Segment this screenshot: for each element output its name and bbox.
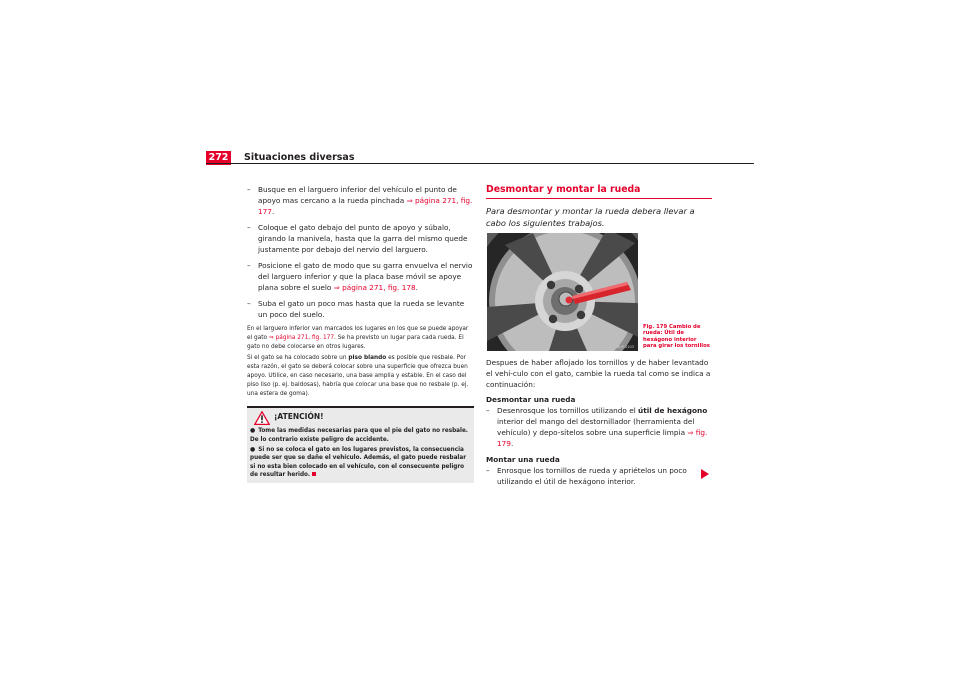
right-column <box>486 184 712 492</box>
continue-arrow-icon <box>700 469 710 479</box>
wheel-illustration <box>487 233 638 351</box>
subheading-remove: Desmontar una rueda <box>486 395 576 404</box>
figure-block <box>486 233 712 351</box>
warning-box <box>247 406 474 483</box>
remove-step: – Desenrosque los tornillos utilizando el útil de hexágono interior del mango del destornillador (herramienta del vehículo) y depo-sítelos sobre una superficie limpia ⇒ fig. 179. <box>486 406 708 448</box>
header-title: Situaciones diversas <box>244 152 355 163</box>
section-intro: Para desmontar y montar la rueda debera llevar a cabo los siguientes trabajos. <box>486 206 695 228</box>
body-paragraph: Despues de haber aflojado los tornillos y de haber levantado el vehí-culo con el gato, cambie la rueda tal como se indica a continuación: <box>486 358 711 389</box>
subheading-mount: Montar una rueda <box>486 455 560 464</box>
page-link[interactable]: ⇒ página 271, fig. 177 <box>258 196 473 216</box>
wheel-figure <box>487 233 638 351</box>
end-square-icon <box>312 472 316 476</box>
step-3: – Posicione el gato de modo que su garra envuelva el nervio del larguero inferior y que la placa base móvil se apoye plana sobre el suelo ⇒ página 271, fig. 178. <box>247 261 473 292</box>
warning-title: ¡ATENCIÓN! <box>274 412 324 422</box>
step-4: – Suba el gato un poco mas hasta que la rueda se levante un poco del suelo. <box>247 299 465 319</box>
warning-item: ● Tome las medidas necesarias para que el pie del gato no resbale. De lo contrario existe peligro de accidente. <box>250 427 468 443</box>
section-rule <box>486 198 712 199</box>
note-soft-ground: Si el gato se ha colocado sobre un piso blando es posible que resbale. Por esta razón, el gato se deberá colocar sobre una superficie que ofrezca buen apoyo. Utilice, en caso necesario, una base amplia y estable. En el caso del piso liso (p. ej. baldosas), habría que colocar una base que no resbale (p. ej. una estera de goma). <box>247 355 469 397</box>
header-rule <box>206 163 754 164</box>
figure-link[interactable]: ⇒ fig. 179 <box>497 428 708 448</box>
page-link[interactable]: ⇒ página 271, fig. 178 <box>333 283 416 292</box>
page-number: 272 <box>206 151 231 165</box>
figure-code: B5P-0103 <box>617 345 634 349</box>
step-2: – Coloque el gato debajo del punto de apoyo y súbalo, girando la manivela, hasta que la garra del mismo quede justamente por debajo del nervio del larguero. <box>247 223 468 254</box>
page-link[interactable]: ⇒ página 271, fig. 177 <box>268 334 335 341</box>
section-title: Desmontar y montar la rueda <box>486 184 641 195</box>
warning-triangle-icon <box>254 411 270 425</box>
mount-step: – Enrosque los tornillos de rueda y apriételos un poco utilizando el útil de hexágono interior. <box>486 466 687 486</box>
figure-caption: Fig. 179 Cambio de rueda: Útil de hexágono interior para girar los tornillos <box>643 324 710 349</box>
warning-item: ● Si no se coloca el gato en los lugares previstos, la consecuencia puede ser que se dañe el vehículo. Además, el gato puede resbalar si no esta bien colocado en el vehículo, con el consecuente peligro de resultar herido. <box>250 445 467 478</box>
left-column <box>247 184 473 483</box>
note-jack-points: En el larguero inferior van marcados los lugares en los que se puede apoyar el gato ⇒ página 271, fig. 177. Se ha previsto un lugar para cada rueda. El gato no debe colocarse en otros lugares. <box>247 326 469 350</box>
step-1: – Busque en el larguero inferior del vehículo el punto de apoyo mas cercano a la rueda pinchada ⇒ página 271, fig. 177. <box>247 185 473 216</box>
